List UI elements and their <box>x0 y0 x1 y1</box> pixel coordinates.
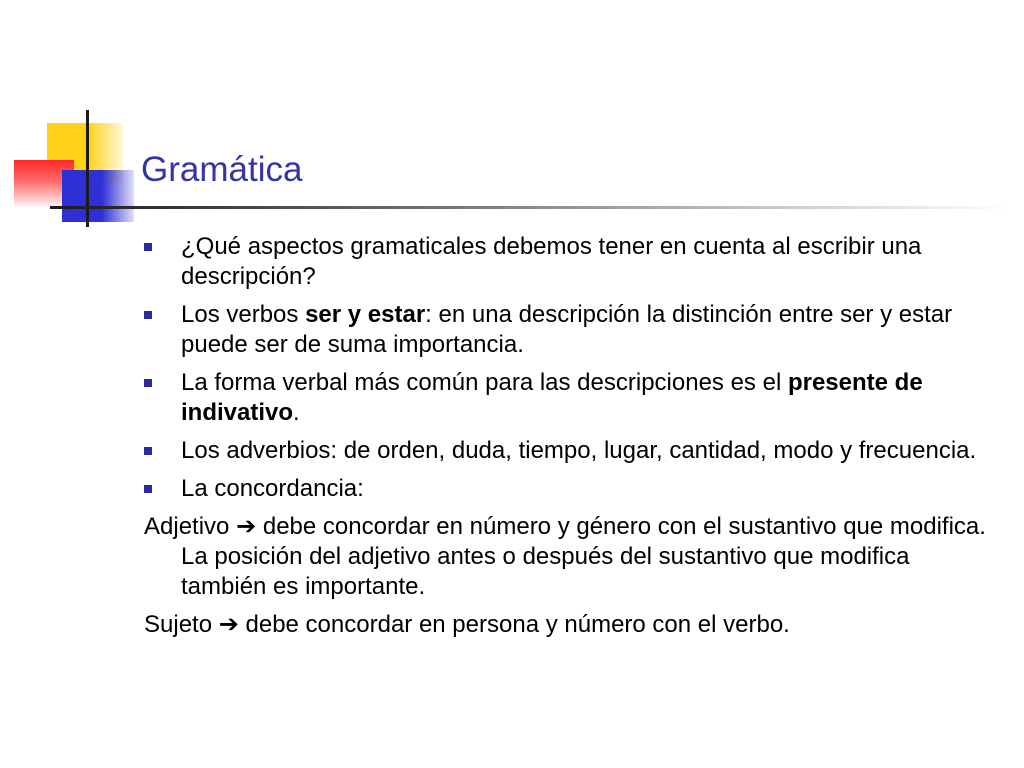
bullet-item <box>144 232 994 292</box>
bullet-text: La concordancia: <box>181 475 364 502</box>
paragraph-lead: Adjetivo <box>144 513 237 540</box>
bullet-text-pre: Los verbos <box>181 301 306 328</box>
bullet-text-bold: presente de indivativo <box>181 369 923 426</box>
bullet-list <box>144 232 994 504</box>
bullet-text-post: : en una descripción la distinción entre ser y estar puede ser de suma importancia. <box>181 301 953 358</box>
bullet-text: ¿Qué aspectos gramaticales debemos tener en cuenta al escribir una descripción? <box>181 233 922 290</box>
paragraph-text: debe concordar en número y género con el sustantivo que modifica. La posición del adjetivo antes o después del sustantivo que modifica también es importante. <box>181 513 986 600</box>
title-underline-rule <box>50 206 1014 209</box>
blue-square-decoration <box>62 170 134 222</box>
slide-content <box>144 232 994 648</box>
square-bullet-icon <box>144 311 152 319</box>
square-bullet-icon <box>144 485 152 493</box>
paragraph-adjetivo <box>144 512 994 602</box>
square-bullet-icon <box>144 447 152 455</box>
bullet-item <box>144 300 994 360</box>
right-arrow-icon: ➔ <box>236 513 257 540</box>
right-arrow-icon: ➔ <box>218 611 239 638</box>
square-bullet-icon <box>144 379 152 387</box>
bullet-text-post: . <box>293 399 300 426</box>
bullet-text-pre: La forma verbal más común para las descripciones es el <box>181 369 788 396</box>
paragraph-text: debe concordar en persona y número con el verbo. <box>238 611 790 638</box>
bullet-text: Los adverbios: de orden, duda, tiempo, lugar, cantidad, modo y frecuencia. <box>181 437 977 464</box>
bullet-item <box>144 474 994 504</box>
paragraph-sujeto <box>144 610 994 640</box>
slide-title: Gramática <box>141 150 303 189</box>
bullet-item <box>144 368 994 428</box>
paragraph-lead: Sujeto <box>144 611 219 638</box>
bullet-text-bold: ser y estar <box>305 301 426 328</box>
bullet-item <box>144 436 994 466</box>
vertical-rule <box>86 110 89 227</box>
square-bullet-icon <box>144 243 152 251</box>
